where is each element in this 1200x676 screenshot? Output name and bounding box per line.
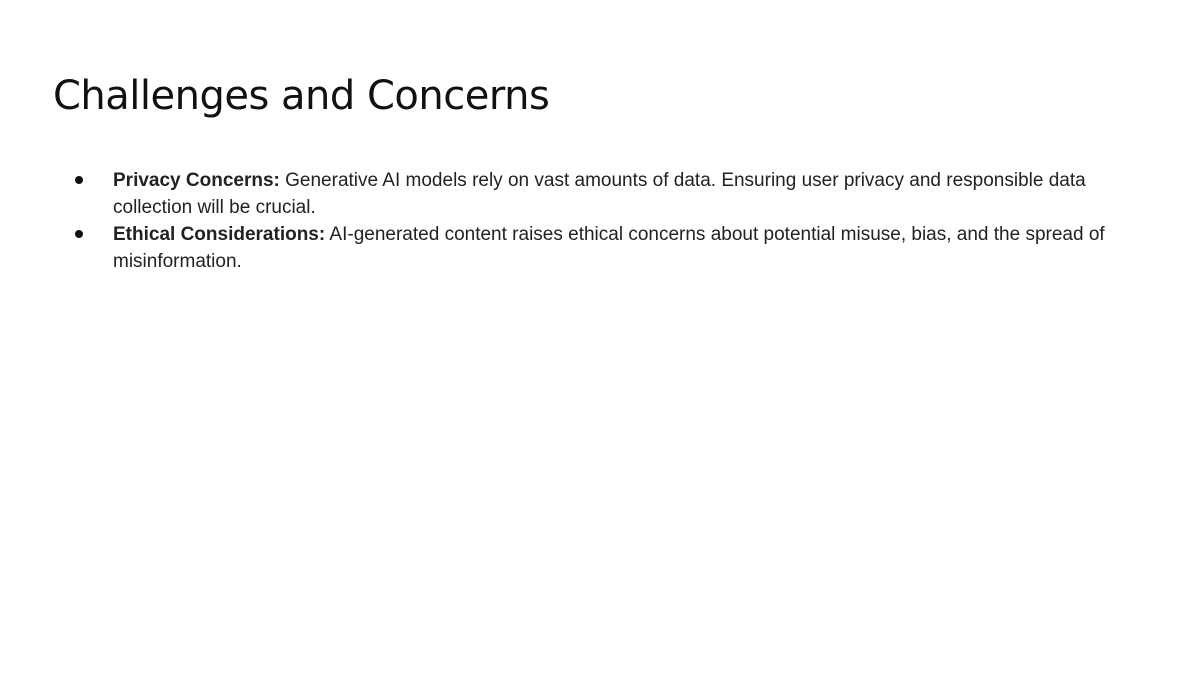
- bullet-item-ethical: [0, 221, 1150, 275]
- bullet-dot-icon: [75, 176, 83, 184]
- slide-title: Challenges and Concerns: [53, 73, 550, 119]
- bullet-text: Generative AI models rely on vast amounts of data. Ensuring user privacy and responsible data collection will be crucial.: [113, 170, 1086, 218]
- bullet-term: Privacy Concerns:: [113, 170, 280, 191]
- bullet-text: AI-generated content raises ethical concerns about potential misuse, bias, and the spread of misinformation.: [113, 224, 1105, 272]
- bullet-dot-icon: [75, 230, 83, 238]
- bullet-term: Ethical Considerations:: [113, 224, 326, 245]
- bullet-list: [0, 167, 1150, 275]
- bullet-item-privacy: [0, 167, 1150, 221]
